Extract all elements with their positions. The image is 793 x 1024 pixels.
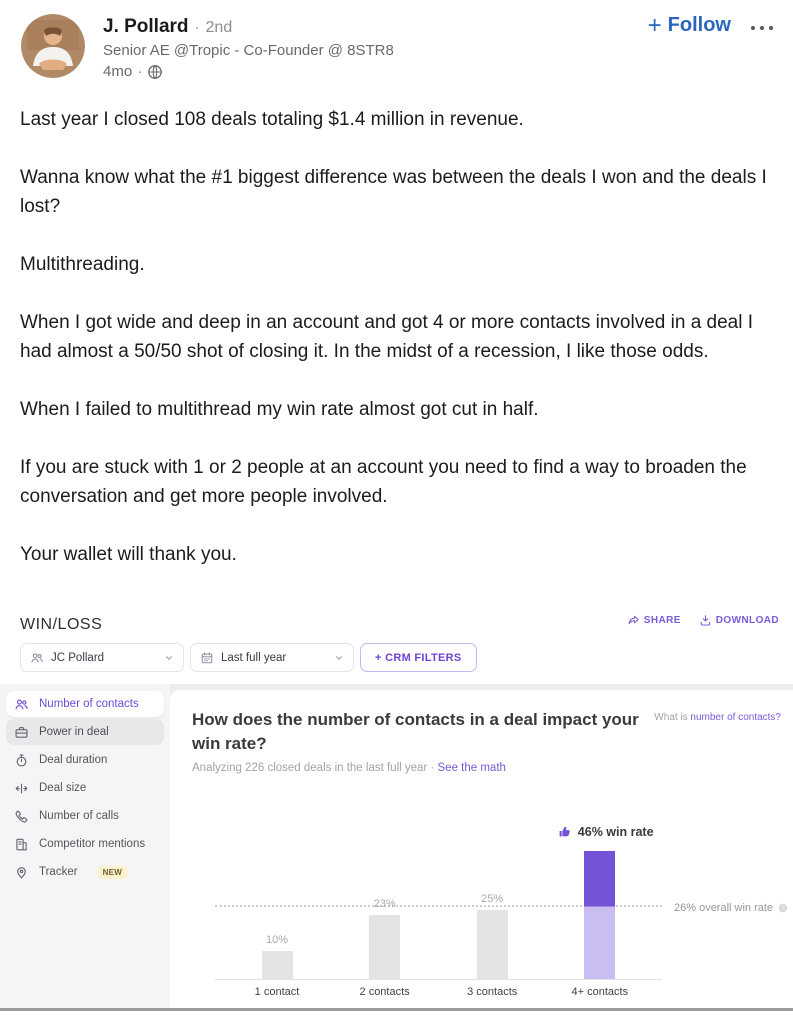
download-icon: [699, 614, 712, 627]
chart-card: [170, 690, 793, 1008]
bar-value-label: 10%: [265, 934, 289, 947]
highlight-label: 46% win rate: [577, 825, 654, 840]
author-name[interactable]: J. Pollard: [103, 16, 189, 37]
bar-1-contact: [262, 951, 293, 979]
pin-icon: [14, 865, 29, 880]
people-icon: [14, 697, 29, 712]
sidebar-item-label: Deal duration: [39, 754, 108, 766]
author-block: [103, 16, 394, 80]
image-bottom-border: [0, 1008, 793, 1011]
post-paragraph: If you are stuck with 1 or 2 people at an account you need to find a way to broaden the conversation and get more people involved.: [20, 457, 747, 507]
sidebar-item-tracker[interactable]: [6, 859, 164, 885]
post-paragraph: When I got wide and deep in an account and got 4 or more contacts involved in a deal I had almost a 50/50 shot of closing it. In the midst of a recession, I like those odds.: [20, 312, 754, 362]
more-options-button[interactable]: [749, 20, 775, 38]
follow-label: Follow: [667, 14, 731, 36]
see-the-math-link[interactable]: See the math: [437, 762, 506, 774]
chart-subtitle: Analyzing 226 closed deals in the last full year · See the math: [192, 762, 506, 774]
bar-3-contacts: [477, 910, 508, 980]
x-axis-label: 1 contact: [254, 986, 300, 998]
bar-value-label: 23%: [373, 898, 396, 911]
download-button[interactable]: DOWNLOAD: [699, 614, 779, 627]
resize-icon: [14, 781, 29, 796]
x-axis-label: 3 contacts: [467, 986, 518, 998]
svg-text:?: ?: [781, 904, 785, 912]
briefcase-icon: [14, 725, 29, 740]
period-filter-value: Last full year: [221, 651, 287, 664]
avatar[interactable]: [21, 14, 85, 78]
post-paragraph: Wanna know what the #1 biggest difference was between the deals I won and the deals I lost?: [20, 167, 767, 217]
x-axis-label: 4+ contacts: [571, 986, 629, 998]
sidebar-item-label: Number of calls: [39, 810, 119, 822]
sidebar-item-label: Power in deal: [39, 726, 109, 738]
plus-icon: +: [647, 11, 662, 39]
bar-chart: [215, 787, 785, 998]
dashboard-image: [0, 598, 793, 1011]
post-paragraph: When I failed to multithread my win rate almost got cut in half.: [20, 399, 539, 420]
post-paragraph: Last year I closed 108 deals totaling $1.4 million in revenue.: [20, 109, 524, 130]
ellipsis-icon: [749, 23, 775, 33]
sidebar-item-number-of-contacts[interactable]: [6, 691, 164, 717]
sidebar-item-label: Deal size: [39, 782, 87, 794]
chevron-down-icon: [164, 653, 174, 663]
phone-icon: [14, 809, 29, 824]
sidebar-item-label: Tracker: [39, 866, 78, 878]
bar-2-contacts: [369, 915, 400, 979]
bar-4-contacts: [584, 851, 615, 979]
calendar-icon: [200, 651, 214, 665]
dashboard-main: [170, 684, 793, 1008]
chevron-down-icon: [334, 653, 344, 663]
user-filter-value: JC Pollard: [51, 651, 105, 664]
globe-icon: [147, 64, 163, 80]
sidebar-item-label: Number of contacts: [39, 698, 139, 710]
sidebar-item-label: Competitor mentions: [39, 838, 146, 850]
post-body: [0, 100, 793, 569]
period-filter-dropdown[interactable]: [190, 643, 354, 672]
time-separator: ·: [137, 63, 143, 80]
stopwatch-icon: [14, 753, 29, 768]
sidebar-item-deal-size[interactable]: [6, 775, 164, 801]
dashboard-title: WIN/LOSS: [20, 616, 103, 633]
x-axis-label: 2 contacts: [359, 986, 410, 998]
user-filter-dropdown[interactable]: [20, 643, 184, 672]
dashboard-panel: [0, 684, 793, 1008]
help-link[interactable]: What is number of contacts?: [654, 712, 781, 723]
follow-button[interactable]: [647, 11, 731, 39]
crm-filters-button[interactable]: + CRM FILTERS: [360, 643, 477, 672]
sidebar-item-number-of-calls[interactable]: [6, 803, 164, 829]
post-meta: [103, 63, 394, 80]
highlight-annotation: [558, 825, 654, 839]
name-degree-separator: ·: [194, 19, 200, 36]
post-paragraph: Multithreading.: [20, 254, 145, 275]
info-icon: [777, 902, 789, 914]
author-headline: Senior AE @Tropic - Co-Founder @ 8STR8: [103, 42, 394, 59]
chart-question: How does the number of contacts in a deal impact your win rate?: [192, 710, 639, 753]
filter-bar: [0, 634, 793, 672]
post-header: [0, 0, 793, 100]
post-time: 4mo: [103, 63, 133, 80]
connection-degree: 2nd: [205, 19, 233, 36]
sidebar-item-deal-duration[interactable]: [6, 747, 164, 773]
bar-value-label: 25%: [481, 892, 504, 905]
avatar-photo: [21, 14, 85, 78]
people-icon: [30, 651, 44, 665]
share-icon: [627, 614, 640, 627]
new-badge: NEW: [98, 866, 128, 879]
post-paragraph: Your wallet will thank you.: [20, 544, 237, 565]
thumbs-up-icon: [558, 825, 572, 839]
sidebar-item-competitor-mentions[interactable]: [6, 831, 164, 857]
overall-win-rate-label: 26% overall win rate ?: [674, 902, 789, 914]
dashboard-sidebar: [0, 684, 170, 1008]
report-icon: [14, 837, 29, 852]
sidebar-item-power-in-deal[interactable]: [6, 719, 164, 745]
share-button[interactable]: SHARE: [627, 614, 681, 627]
